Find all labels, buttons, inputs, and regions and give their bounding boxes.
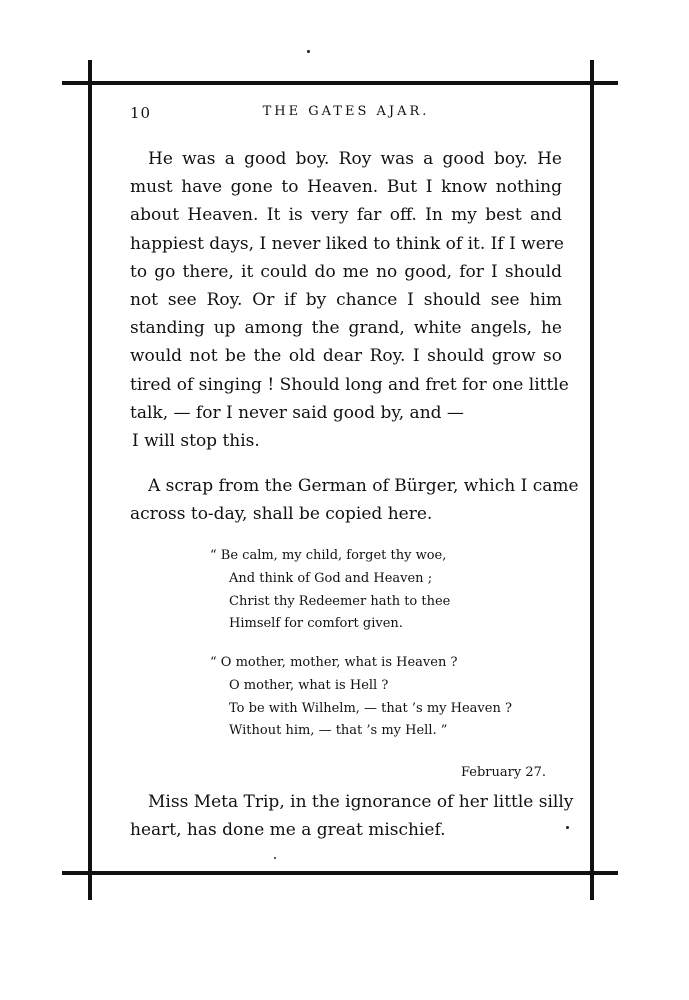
page-header	[130, 104, 562, 128]
text-line: about Heaven. It is very far off. In my best and	[130, 205, 562, 226]
verse-line: Without him, — that ’s my Hell. ”	[229, 723, 448, 739]
text-line: happiest days, I never liked to think of it. If I were	[130, 233, 564, 254]
verse-line: Christ thy Redeemer hath to thee	[229, 593, 451, 609]
text-line: must have gone to Heaven. But I know nothing	[130, 177, 562, 198]
verse-line: “ O mother, mother, what is Heaven ?	[210, 655, 458, 670]
text-line: not see Roy. Or if by chance I should see him	[130, 290, 562, 311]
text-line: He was a good boy. Roy was a good boy. He	[148, 149, 562, 169]
text-line: would not be the old dear Roy. I should grow so	[130, 346, 562, 367]
text-line: to go there, it could do me no good, for I should	[130, 261, 562, 282]
ink-speck	[307, 50, 310, 53]
top-border-rule	[62, 81, 618, 85]
paragraph-stop	[130, 427, 562, 455]
verse-line: And think of God and Heaven ;	[229, 570, 433, 586]
verse-stanza-1	[210, 545, 530, 636]
text-line: heart, has done me a great mischief.	[130, 820, 446, 841]
verse-line: To be with Wilhelm, — that ’s my Heaven ?	[229, 700, 512, 716]
ink-speck	[566, 826, 569, 829]
right-border-rule	[590, 60, 594, 900]
text-line: talk, — for I never said good by, and —	[130, 402, 464, 423]
verse-line: O mother, what is Hell ?	[229, 677, 389, 693]
bottom-border-rule	[62, 871, 618, 875]
verse-line: “ Be calm, my child, forget thy woe,	[210, 548, 447, 563]
text-line: I will stop this.	[132, 431, 260, 451]
verse-line: Himself for comfort given.	[229, 616, 403, 632]
text-line: standing up among the grand, white angels, he	[130, 318, 562, 339]
verse-stanza-2	[210, 652, 530, 743]
ink-speck	[274, 857, 276, 859]
paragraph-roy	[130, 145, 569, 427]
paragraph-scrap	[130, 472, 579, 528]
text-line: across to-day, shall be copied here.	[130, 504, 433, 525]
page-number: 10	[130, 104, 152, 122]
text-line: Miss Meta Trip, in the ignorance of her little silly	[148, 792, 574, 812]
left-border-rule	[88, 60, 92, 900]
running-title: THE GATES AJAR.	[262, 104, 430, 119]
paragraph-meta-trip	[130, 788, 574, 844]
text-line: tired of singing ! Should long and fret for one little	[130, 374, 569, 395]
entry-dateline: February 27.	[460, 765, 546, 780]
text-line: A scrap from the German of Bürger, which I came	[148, 476, 579, 496]
